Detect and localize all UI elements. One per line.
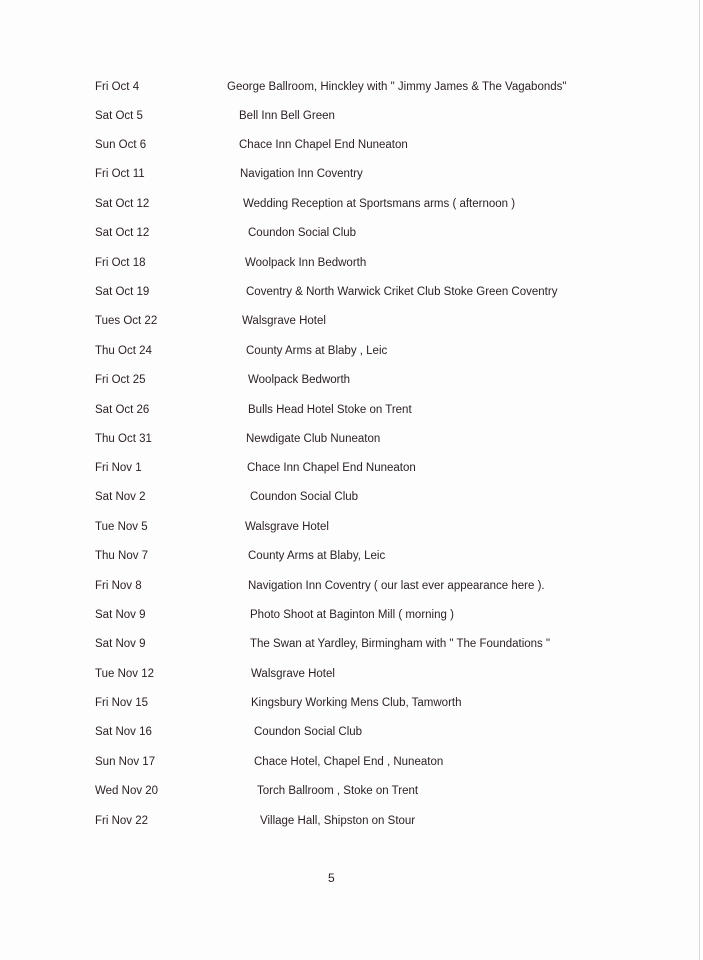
gig-entry — [0, 546, 703, 566]
gig-entry — [0, 664, 703, 684]
entry-date: Sat Nov 9 — [95, 609, 146, 621]
gig-entry — [0, 605, 703, 625]
entry-venue: Village Hall, Shipston on Stour — [260, 815, 416, 827]
entry-venue: George Ballroom, Hinckley with " Jimmy James & The Vagabonds" — [227, 81, 567, 93]
gig-entry — [0, 164, 703, 184]
gig-entry — [0, 752, 703, 772]
entry-venue: Coventry & North Warwick Criket Club Stoke Green Coventry — [246, 286, 558, 298]
gig-entry — [0, 576, 703, 596]
entry-date: Fri Nov 8 — [95, 580, 142, 592]
entry-venue: Chace Hotel, Chapel End , Nuneaton — [254, 756, 444, 768]
entry-venue: Walsgrave Hotel — [251, 668, 335, 680]
entry-venue: Chace Inn Chapel End Nuneaton — [239, 139, 408, 151]
entry-venue: Woolpack Inn Bedworth — [245, 257, 367, 269]
entry-date: Sat Nov 16 — [95, 726, 152, 738]
entry-venue: Newdigate Club Nuneaton — [246, 433, 381, 445]
entry-venue: Bulls Head Hotel Stoke on Trent — [248, 404, 412, 416]
entry-venue: County Arms at Blaby , Leic — [246, 345, 388, 357]
entry-date: Fri Nov 1 — [95, 462, 142, 474]
entry-date: Thu Oct 31 — [95, 433, 152, 445]
entry-date: Sun Nov 17 — [95, 756, 156, 768]
gig-entry — [0, 135, 703, 155]
entry-venue: Bell Inn Bell Green — [239, 110, 335, 122]
entry-venue: Photo Shoot at Baginton Mill ( morning ) — [250, 609, 454, 621]
gig-entry — [0, 722, 703, 742]
gig-entry — [0, 811, 703, 831]
entry-venue: Wedding Reception at Sportsmans arms ( afternoon ) — [243, 198, 516, 210]
entry-date: Thu Nov 7 — [95, 550, 149, 562]
entry-date: Tues Oct 22 — [95, 315, 158, 327]
entry-venue: Woolpack Bedworth — [248, 374, 351, 386]
entry-venue: Walsgrave Hotel — [245, 521, 329, 533]
entry-date: Sat Oct 26 — [95, 404, 150, 416]
gig-entry — [0, 429, 703, 449]
entry-venue: County Arms at Blaby, Leic — [248, 550, 386, 562]
entry-venue: Navigation Inn Coventry ( our last ever appearance here ). — [248, 580, 545, 592]
entry-venue: Coundon Social Club — [248, 227, 357, 239]
entry-date: Tue Nov 12 — [95, 668, 155, 680]
entry-date: Fri Oct 25 — [95, 374, 146, 386]
entry-date: Sat Nov 2 — [95, 491, 146, 503]
entry-date: Sat Nov 9 — [95, 638, 146, 650]
gig-entry — [0, 223, 703, 243]
gig-entry — [0, 77, 703, 97]
entry-date: Tue Nov 5 — [95, 521, 148, 533]
entry-venue: Chace Inn Chapel End Nuneaton — [247, 462, 416, 474]
gig-entry — [0, 311, 703, 331]
entry-date: Fri Nov 15 — [95, 697, 149, 709]
entry-venue: The Swan at Yardley, Birmingham with " The Foundations " — [250, 638, 551, 650]
entry-date: Fri Nov 22 — [95, 815, 149, 827]
gig-entry — [0, 693, 703, 713]
entry-date: Wed Nov 20 — [95, 785, 159, 797]
page-number: 5 — [328, 871, 335, 885]
entry-venue: Walsgrave Hotel — [242, 315, 326, 327]
gig-entry — [0, 106, 703, 126]
entry-venue: Coundon Social Club — [254, 726, 363, 738]
entry-date: Sat Oct 12 — [95, 227, 150, 239]
entry-date: Fri Oct 18 — [95, 257, 146, 269]
gig-entry — [0, 781, 703, 801]
entry-venue: Torch Ballroom , Stoke on Trent — [257, 785, 419, 797]
gig-entry — [0, 370, 703, 390]
gig-entry — [0, 487, 703, 507]
gig-entry — [0, 282, 703, 302]
entry-date: Fri Oct 4 — [95, 81, 140, 93]
gig-entry — [0, 341, 703, 361]
entry-date: Fri Oct 11 — [95, 168, 145, 180]
entry-date: Sat Oct 19 — [95, 286, 150, 298]
entry-venue: Navigation Inn Coventry — [240, 168, 363, 180]
gig-entry — [0, 458, 703, 478]
gig-entry — [0, 400, 703, 420]
gig-entry — [0, 517, 703, 537]
entry-date: Sat Oct 5 — [95, 110, 143, 122]
entry-date: Sat Oct 12 — [95, 198, 150, 210]
gig-entry — [0, 194, 703, 214]
entry-venue: Kingsbury Working Mens Club, Tamworth — [251, 697, 462, 709]
entry-date: Sun Oct 6 — [95, 139, 147, 151]
gig-entry — [0, 253, 703, 273]
entry-venue: Coundon Social Club — [250, 491, 359, 503]
gig-entry — [0, 634, 703, 654]
entry-date: Thu Oct 24 — [95, 345, 152, 357]
